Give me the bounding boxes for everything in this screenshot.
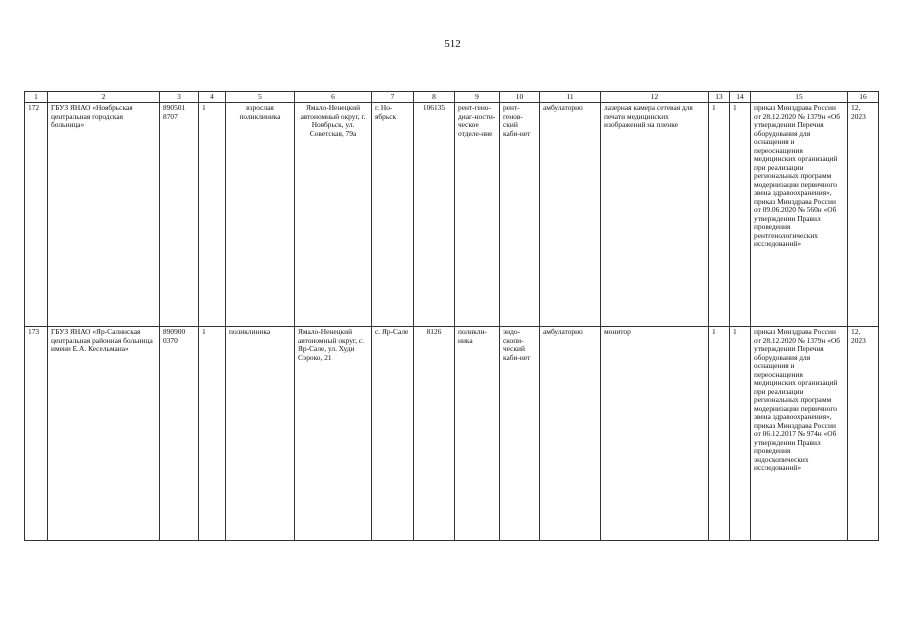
cell-regulation: приказ Минздрава России от 28.12.2020 № 1379н «Об утверждении Перечня оборудования для оснащения и переоснащения медицинских организаций при реализации региональных программ модернизации первичного звена здравоохранения», приказ Минздрава России от 09.06.2020 № 560н «Об утверждении Правил проведения рентгенологических исследований» (751, 103, 848, 327)
cell-population: 8126 (414, 327, 455, 541)
col-header-5: 5 (226, 92, 295, 103)
cell-code: 890900 0370 (160, 327, 199, 541)
cell-cabinet: рент-генов-ский каби-нет (500, 103, 540, 327)
col-header-12: 12 (601, 92, 709, 103)
col-header-1: 1 (25, 92, 48, 103)
col-header-9: 9 (455, 92, 500, 103)
cell-quantity: 1 (709, 103, 730, 327)
equipment-table (24, 91, 879, 541)
cell-department-type: взрослая поликлиника (226, 103, 295, 327)
cell-locality: г. Но-ябрьск (372, 103, 414, 327)
col-header-4: 4 (199, 92, 226, 103)
cell-care-form: амбулаторно (540, 103, 601, 327)
col-header-13: 13 (709, 92, 730, 103)
col-header-16: 16 (848, 92, 879, 103)
col-header-6: 6 (295, 92, 372, 103)
col-header-8: 8 (414, 92, 455, 103)
cell-organization: ГБУЗ ЯНАО «Ноябрьская центральная городская больница» (48, 103, 160, 327)
cell-row-number: 172 (25, 103, 48, 327)
cell-population: 106135 (414, 103, 455, 327)
cell-address: Ямало-Ненецкий автономный округ, с. Яр-Сале, ул. Худи Сэроко, 21 (295, 327, 372, 541)
table-row (25, 327, 879, 541)
cell-department-type: поликлиника (226, 327, 295, 541)
col-header-2: 2 (48, 92, 160, 103)
cell-locality: с. Яр-Сале (372, 327, 414, 541)
cell-quantity: 1 (709, 327, 730, 541)
cell-subdivision: поликли-ника (455, 327, 500, 541)
cell-quantity-2: 1 (730, 103, 751, 327)
col-header-15: 15 (751, 92, 848, 103)
col-header-11: 11 (540, 92, 601, 103)
cell-row-number: 173 (25, 327, 48, 541)
cell-date: 12, 2023 (848, 327, 879, 541)
col-header-3: 3 (160, 92, 199, 103)
cell-equipment: лазерная камера сетевая для печати медицинских изображений на пленке (601, 103, 709, 327)
cell-address: Ямало-Ненецкий автономный округ, г. Ноябрьск, ул. Советская, 79а (295, 103, 372, 327)
cell-care-form: амбулаторно (540, 327, 601, 541)
cell-organization: ГБУЗ ЯНАО «Яр-Салинская центральная районная больница имени Е.А. Кесельмана» (48, 327, 160, 541)
cell-code: 890501 8707 (160, 103, 199, 327)
col-header-14: 14 (730, 92, 751, 103)
table-row (25, 103, 879, 327)
cell-date: 12, 2023 (848, 103, 879, 327)
cell-regulation: приказ Минздрава России от 28.12.2020 № 1379н «Об утверждении Перечня оборудования для оснащения и переоснащения медицинских организаций при реализации региональных программ модернизации первичного звена здравоохранения», приказ Минздрава России от 06.12.2017 № 974н «Об утверждении Правил проведения эндоскопических исследований» (751, 327, 848, 541)
header-row (25, 92, 879, 103)
cell-subdivision: рент-гено-диаг-ности-ческое отделе-ние (455, 103, 500, 327)
cell-col4: 1 (199, 327, 226, 541)
cell-equipment: монитор (601, 327, 709, 541)
col-header-7: 7 (372, 92, 414, 103)
col-header-10: 10 (500, 92, 540, 103)
page-number: 512 (444, 38, 461, 50)
cell-cabinet: эндо-скопи-ческий каби-нет (500, 327, 540, 541)
cell-quantity-2: 1 (730, 327, 751, 541)
cell-col4: 1 (199, 103, 226, 327)
